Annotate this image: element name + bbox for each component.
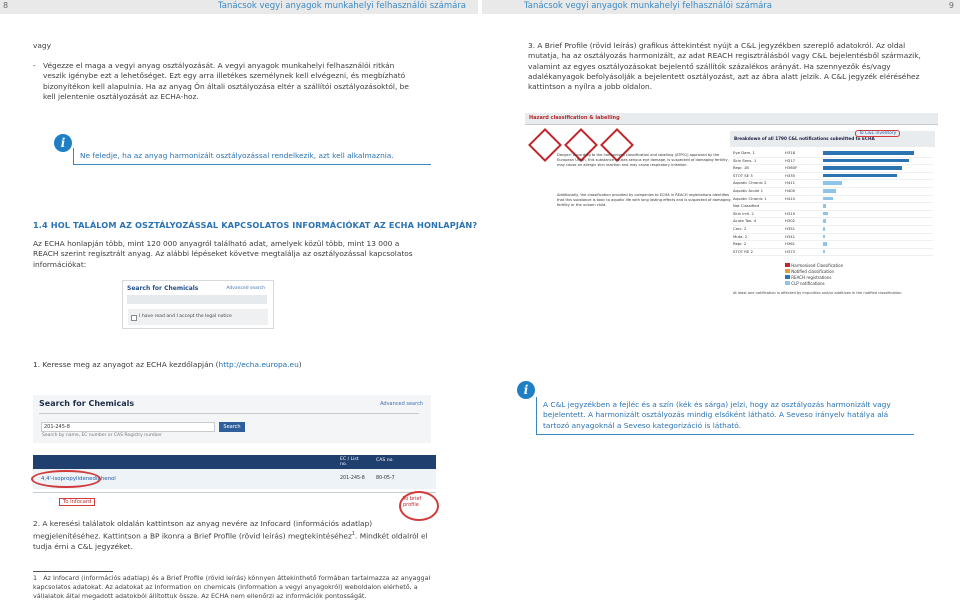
notification-breakdown-chart — [733, 149, 933, 259]
breakdown-bar — [823, 212, 828, 216]
harmonised-note-text: Ne feledje, ha az anyag harmonizált osztályozással rendelkezik, azt kell alkalmaznia. — [80, 151, 394, 160]
results-col-ec: EC / List no. — [340, 457, 359, 467]
search-query-placeholder: Search by name, EC number or CAS Registry number — [42, 433, 162, 438]
breakdown-label: Aquatic Chronic 1 — [733, 195, 767, 201]
breakdown-bar — [823, 174, 897, 178]
search-widget-screenshot — [122, 280, 274, 329]
cl-inventory-link[interactable]: To C&L inventory — [855, 130, 900, 137]
breakdown-code: H351 — [785, 226, 796, 231]
search-query-title: Search for Chemicals — [39, 399, 135, 408]
breakdown-bar — [823, 197, 833, 201]
breakdown-code: H360F — [785, 165, 798, 171]
step2-part-b: . Mindkét oldalról el tudja érni a C&L jegyzéket. — [33, 531, 428, 552]
cl-note-box — [536, 397, 914, 435]
breakdown-label: Acute Tox. 4 — [733, 218, 757, 224]
search-button[interactable]: Search — [219, 422, 245, 432]
search-query-input[interactable]: 201-245-8 — [41, 422, 215, 432]
result-substance-link[interactable]: 4,4'-isopropylidenediphenol — [41, 476, 116, 482]
section-title: 1.4 HOL TALÁLOM AZ OSZTÁLYOZÁSSAL KAPCSOLATOS INFORMÁCIÓKAT AZ ECHA HONLAPJÁN? — [33, 220, 478, 230]
harmonised-note-box — [73, 148, 431, 165]
to-brief-profile-button[interactable]: To brief profile — [403, 496, 422, 508]
section-body: Az ECHA honlapján több, mint 120 000 anyagról található adat, amelyek közül több, mint 13 000 a REACH szerint regisztrált anyag. Az alábbi lépéseket követve megtalálja az osztályozással kapcsolatos információkat: — [33, 239, 413, 269]
search-results-screenshot — [33, 455, 436, 515]
or-word: vagy — [33, 41, 51, 50]
to-infocard-button[interactable]: To Infocard — [59, 498, 95, 506]
left-header-bar — [0, 0, 478, 14]
breakdown-code: H341 — [785, 233, 796, 239]
breakdown-bar — [823, 250, 825, 254]
legend-notified: Notified classification — [791, 269, 835, 274]
search-query-advanced-link[interactable]: Advanced search — [380, 401, 423, 407]
breakdown-code: H302 — [785, 218, 796, 224]
breakdown-code: H400 — [785, 188, 796, 193]
breakdown-code: H373 — [785, 248, 796, 254]
step3-text: 3. A Brief Profile (rövid leírás) grafikus áttekintést nyújt a C&L jegyzékben szereplő adatokról. Az oldal mutatja, ha az osztályozás harmonizált, az adat REACH regisztrálásból vagy C&L bejelentésből származik, valamint az egyes osztályozásokat bejelentő szállítók százalékos arányát. Ha szennyezők és/vagy adalékanyagok befolyásolják a bejelentett osztályozást, azt az ábra alatt jelzik. A C&L jegyzék eléréséhez kattintson a nyílra a jobb oldalon. — [528, 41, 921, 92]
legend-swatch-notified — [785, 269, 790, 273]
breakdown-code: H315 — [785, 210, 796, 216]
right-header-bar — [482, 0, 960, 14]
legend-swatch-harmonised — [785, 263, 790, 267]
breakdown-bar — [823, 235, 825, 239]
zenger-text: Danger! According to the harmonised classification and labelling (ATP01) approved by the European Union, this substance causes serious eye damage, is suspected of damaging fertility, may cause an allergic skin reaction and may cause respiratory irritation. — [557, 153, 729, 167]
breakdown-bar — [823, 181, 842, 185]
breakdown-bar — [823, 166, 902, 170]
breakdown-code: H335 — [785, 172, 796, 178]
breakdown-code: H411 — [785, 180, 796, 186]
breakdown-bar — [823, 204, 826, 208]
legend-reach: REACH registrations — [791, 275, 832, 280]
search-query-screenshot — [33, 395, 431, 443]
highlight-circle — [31, 470, 101, 488]
breakdown-label: Aquatic Acute 1 — [733, 188, 763, 193]
breakdown-code: H410 — [785, 195, 796, 201]
result-cas-number: 80-05-7 — [376, 476, 395, 481]
result-ec-number: 201-245-8 — [340, 476, 365, 481]
breakdown-code: H361 — [785, 241, 796, 247]
breakdown-label: Not Classified — [733, 203, 760, 209]
impurities-note: At least one notification is affected by impurities and/or additives in the notified classification. — [733, 291, 903, 295]
info-icon-right: i — [517, 381, 535, 399]
footnote-ref: 1 — [351, 531, 356, 538]
breakdown-label: Muta. 2 — [733, 233, 748, 239]
breakdown-label: Skin Irrit. 2 — [733, 210, 754, 216]
step2-text — [33, 519, 428, 552]
legal-notice-text: I have read and I accept the legal notice — [139, 314, 232, 319]
step1-suffix: ) — [298, 360, 302, 369]
right-running-title: Tanácsok vegyi anyagok munkahelyi felhasználói számára — [524, 1, 773, 11]
highlight-circle-brief — [399, 491, 439, 521]
step2-part-a: 2. A keresési találatok oldalán kattintson az anyag nevére az Infocard (információs adatlap) megjelenítéséhez. Kattintson a BP ikonra a Brief Profile (rövid leírás) megtekintéséhez — [33, 519, 373, 541]
breakdown-label: Skin Sens. 1 — [733, 157, 757, 163]
breakdown-label: STOT SE 3 — [733, 172, 753, 178]
cl-note-text: A C&L jegyzékben a fejléc és a szín (kék és sárga) jelzi, hogy az osztályozás harmonizált vagy bejelentett. A harmonizált osztályozás mindig elsőként látható. A Seveso irányelv hatálya alá tartozó anyagoknál a Seveso kategorizáció is látható. — [543, 400, 891, 430]
breakdown-bar — [823, 151, 914, 155]
breakdown-label: Eye Dam. 1 — [733, 150, 755, 155]
step1-text — [33, 360, 423, 370]
breakdown-bar — [823, 159, 909, 163]
left-page-number: 8 — [3, 1, 9, 10]
breakdown-title: Breakdown of all 1790 C&L notifications submitted to ECHA — [734, 136, 875, 141]
legend-harmonised: Harmonised Classification — [791, 263, 844, 268]
breakdown-label: STOT RE 2 — [733, 248, 753, 254]
legal-notice-checkbox[interactable] — [131, 315, 137, 321]
breakdown-bar — [823, 242, 827, 246]
footnote-rule — [33, 571, 113, 572]
breakdown-bar — [823, 219, 826, 223]
info-icon: i — [54, 134, 72, 152]
right-page-number: 9 — [948, 1, 954, 10]
breakdown-bar — [823, 227, 825, 231]
search-widget-title: Search for Chemicals — [127, 285, 199, 292]
search-widget-advanced-link[interactable]: Advanced search — [226, 286, 265, 291]
legend-swatch-clp — [785, 281, 790, 285]
results-col-cas: CAS no. — [376, 458, 394, 463]
search-widget-input[interactable] — [127, 295, 267, 304]
legend-swatch-reach — [785, 275, 790, 279]
left-running-title: Tanácsok vegyi anyagok munkahelyi felhasználói számára — [218, 1, 467, 11]
results-header-bar — [33, 455, 436, 469]
step1-prefix: 1. Keresse meg az anyagot az ECHA kezdőlapján ( — [33, 360, 219, 369]
breakdown-label: Repr. 1B — [733, 165, 749, 171]
footnote-number: 1 — [33, 574, 38, 582]
bullet-item: - Végezze el maga a vegyi anyag osztályozását. A vegyi anyagok munkahelyi felhasználói ritkán veszik igénybe ezt a lehetőséget. Ezt egy arra illetékes személynek kell elvégezni, és megbízható bizonyítékon kell alapulnia. Ha az anyag Ön általi osztályozása eltér a szállítói osztályozásoktól, be kell jelentenie osztályozását az ECHA-hoz. — [33, 61, 413, 102]
breakdown-code: H318 — [785, 150, 796, 155]
option-bullet-list — [33, 61, 413, 102]
additionally-text: Additionally, the classification provided by companies to ECHA in REACH registrations identifies that this substance is toxic to aquatic life with long lasting effects and is suspected of damaging fertility or the unborn child. — [557, 193, 731, 207]
breakdown-code: H317 — [785, 157, 796, 163]
brief-profile-screenshot — [525, 113, 938, 306]
breakdown-bar — [823, 189, 836, 193]
legend-clp: CLP notifications — [791, 281, 825, 286]
chart-legend — [785, 263, 843, 287]
echa-homepage-link[interactable]: http://echa.europa.eu — [218, 360, 299, 369]
breakdown-row — [733, 248, 933, 257]
breakdown-label: Carc. 2 — [733, 226, 747, 231]
breakdown-label: Aquatic Chronic 2 — [733, 180, 767, 186]
footnote — [33, 574, 443, 601]
footnote-text: Az Infocard (információs adatlap) és a Brief Profile (rövid leírás) könnyen áttekinthető formában tartalmazza az anyaggal kapcsolatos adatokat. Az adatokat az Information on chemicals (Information a vegyi anyagokról) weboldalon elérhető, a vállalatok által megadott adatokból állítottuk össze. Az ECHA nem ellenőrzi az információk pontosságát. — [33, 574, 431, 600]
hazard-header: Hazard classification & labelling — [529, 115, 620, 121]
breakdown-label: Repr. 2 — [733, 241, 747, 247]
